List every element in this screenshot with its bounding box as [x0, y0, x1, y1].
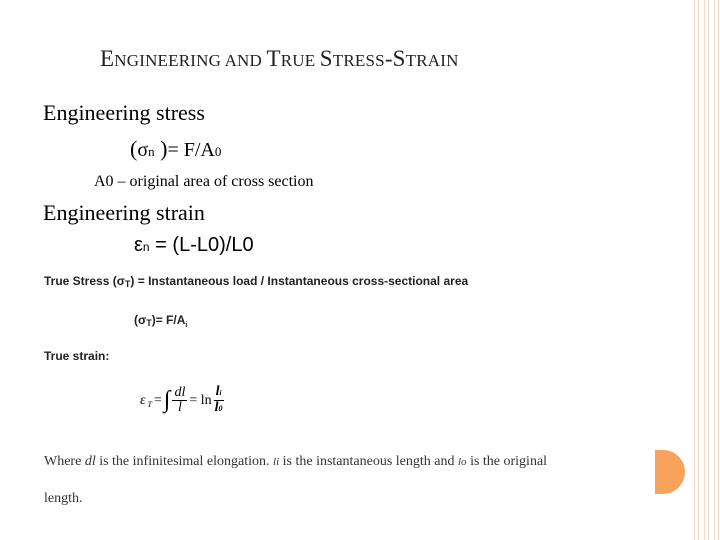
- eng-strain-heading: Engineering strain: [43, 200, 205, 225]
- title-part: RUE: [280, 51, 320, 70]
- formula-ln: = ln: [189, 392, 212, 408]
- formula-equals: =: [153, 392, 162, 408]
- eng-strain-formula: [134, 234, 254, 257]
- def-text: ) = Instantaneous load / Instantaneous cross-sectional area: [130, 274, 469, 288]
- border-stripe: [704, 0, 705, 540]
- border-stripe: [714, 0, 715, 540]
- formula-subscript: i: [219, 389, 222, 397]
- def-subscript: T: [124, 279, 131, 289]
- fraction-numerator: dl: [174, 385, 186, 400]
- title-part: -S: [384, 46, 406, 71]
- where-text: is the infinitesimal elongation.: [95, 454, 274, 469]
- denominator-l: l: [214, 400, 219, 415]
- formula-subscript: T: [146, 318, 152, 328]
- formula-text: (σ: [134, 313, 147, 327]
- true-strain-heading: True strain:: [44, 349, 110, 363]
- formula-subscript: n: [148, 144, 155, 159]
- true-stress-formula: [134, 313, 187, 329]
- fraction-li-l0: [214, 385, 224, 416]
- epsilon-symbol: ε: [140, 392, 146, 408]
- a0-note: A0 – original area of cross section: [94, 173, 314, 190]
- border-stripe: [718, 0, 719, 540]
- where-text: is the original: [466, 454, 548, 469]
- sigma-symbol: σ: [137, 139, 149, 161]
- where-term: lo: [458, 456, 467, 468]
- numerator-l: l: [215, 384, 220, 399]
- accent-shape: [655, 450, 685, 494]
- title-part: TRESS: [332, 51, 385, 70]
- title-part: TRAIN: [405, 51, 459, 70]
- fraction-numerator: [214, 385, 224, 401]
- eng-stress-formula: [130, 136, 221, 162]
- title-part: NGINEERING AND: [114, 51, 267, 70]
- title-part: T: [266, 46, 281, 71]
- formula-rhs: = (L-L0)/L0: [155, 234, 254, 256]
- formula-rhs: = F/A: [167, 139, 215, 161]
- border-stripe: [698, 0, 699, 540]
- slide-title: [100, 46, 600, 72]
- fraction-denominator: [215, 401, 223, 416]
- integral-symbol: ∫: [163, 387, 171, 413]
- where-text: Where: [44, 454, 85, 469]
- border-stripe: [694, 0, 695, 540]
- length-text: length.: [44, 491, 83, 506]
- epsilon-symbol: ε: [134, 234, 143, 256]
- formula-text: )= F/A: [151, 313, 186, 327]
- true-stress-definition: [44, 274, 468, 289]
- true-strain-formula: [140, 385, 224, 416]
- eng-stress-heading: Engineering stress: [43, 100, 205, 125]
- formula-subscript: n: [142, 240, 150, 254]
- where-term: dl: [84, 454, 96, 469]
- fraction-dl-l: [172, 386, 187, 415]
- fraction-denominator: l: [177, 400, 182, 415]
- where-term: li: [273, 456, 280, 468]
- title-part: E: [100, 46, 115, 71]
- formula-paren: ): [160, 136, 168, 161]
- formula-subscript: 0: [214, 144, 222, 159]
- formula-subscript: T: [147, 400, 152, 409]
- formula-paren: (: [130, 136, 138, 161]
- title-part: S: [319, 46, 333, 71]
- formula-subscript: i: [185, 322, 188, 329]
- where-text: is the instantaneous length and: [279, 454, 458, 469]
- where-paragraph: [44, 454, 547, 470]
- formula-subscript: 0: [218, 404, 223, 413]
- border-stripe: [708, 0, 709, 540]
- def-text: True Stress (σ: [44, 274, 125, 288]
